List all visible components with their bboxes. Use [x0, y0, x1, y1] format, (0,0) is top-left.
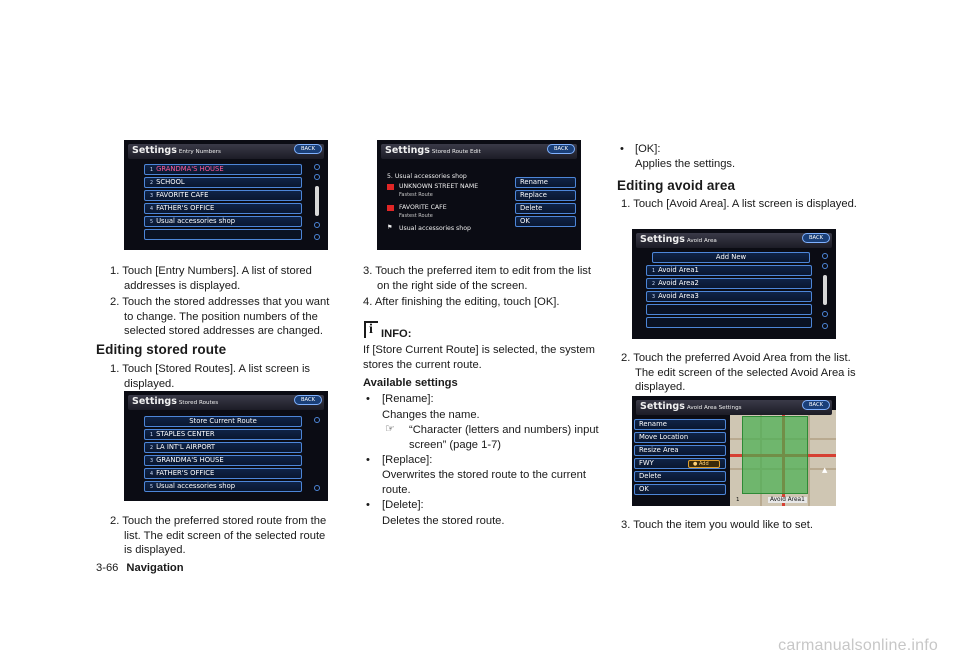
- step-touch-avoid-area: 1. Touch [Avoid Area]. A list screen is displayed.: [621, 198, 857, 210]
- delete-button[interactable]: Delete: [634, 471, 726, 482]
- scroll-down-icon[interactable]: [822, 323, 828, 329]
- scroll-up-icon[interactable]: [314, 164, 320, 170]
- rename-setting-title: [Rename]:: [382, 393, 434, 405]
- stored-routes-screenshot: [124, 391, 328, 501]
- section-heading: Editing avoid area: [617, 178, 736, 193]
- list-item[interactable]: 2 SCHOOL: [144, 177, 302, 188]
- screen-title: Settings Stored Route Edit: [385, 145, 481, 156]
- info-label: INFO:: [381, 328, 412, 340]
- ok-setting-title: [OK]:: [635, 143, 661, 155]
- map-view[interactable]: [730, 410, 836, 506]
- route-waypoint: UNKNOWN STREET NAME: [399, 183, 479, 190]
- back-button[interactable]: BACK: [294, 395, 322, 405]
- list-item[interactable]: 4 FATHER'S OFFICE: [144, 203, 302, 214]
- back-button[interactable]: BACK: [294, 144, 322, 154]
- back-button[interactable]: BACK: [802, 233, 830, 243]
- rename-setting-text: Changes the name.: [382, 409, 480, 421]
- page-footer: [96, 562, 184, 574]
- back-button[interactable]: BACK: [547, 144, 575, 154]
- scroll-page-up-icon[interactable]: [822, 263, 828, 269]
- indicator-dot-icon: ●: [693, 461, 698, 467]
- map-area-label: Avoid Area1: [770, 497, 805, 503]
- flag-icon: [387, 184, 394, 190]
- list-item[interactable]: 2 Avoid Area2: [646, 278, 812, 289]
- list-item[interactable]: 3 GRANDMA'S HOUSE: [144, 455, 302, 466]
- bullet-icon: •: [366, 499, 370, 511]
- stored-route-edit-screenshot: [377, 140, 581, 250]
- watermark: carmanualsonline.info: [778, 637, 938, 654]
- available-settings-heading: Available settings: [363, 377, 458, 389]
- avoid-area-settings-screenshot: [632, 396, 836, 506]
- screen-title: Settings Stored Routes: [132, 396, 219, 407]
- rename-button[interactable]: Rename: [634, 419, 726, 430]
- delete-setting-title: [Delete]:: [382, 499, 424, 511]
- list-item[interactable]: 3 FAVORITE CAFE: [144, 190, 302, 201]
- step-touch-stored-addresses: 2. Touch the stored addresses that you want to change. The position numbers of the selected stored addresses are changed.: [110, 296, 330, 337]
- step-touch-item-to-edit: 3. Touch the preferred item to edit from the list on the right side of the screen.: [363, 265, 592, 292]
- scrollbar[interactable]: [315, 186, 319, 216]
- scroll-down-icon[interactable]: [314, 485, 320, 491]
- map-area-number: 1: [736, 497, 740, 503]
- bullet-icon: •: [620, 143, 624, 155]
- list-item[interactable]: 5 Usual accessories shop: [144, 481, 302, 492]
- list-item[interactable]: 1 STAPLES CENTER: [144, 429, 302, 440]
- move-location-button[interactable]: Move Location: [634, 432, 726, 443]
- scrollbar[interactable]: [823, 275, 827, 305]
- replace-setting-text: Overwrites the stored route to the current route.: [382, 469, 586, 496]
- step-touch-entry-numbers: 1. Touch [Entry Numbers]. A list of stored addresses is displayed.: [110, 265, 312, 292]
- scroll-up-icon[interactable]: [822, 253, 828, 259]
- page-number: 3-66: [96, 562, 119, 574]
- bullet-icon: •: [366, 393, 370, 405]
- list-item[interactable]: 4 FATHER'S OFFICE: [144, 468, 302, 479]
- compass-icon[interactable]: ▲: [822, 466, 828, 474]
- scroll-up-icon[interactable]: [314, 417, 320, 423]
- route-waypoint: FAVORITE CAFE: [399, 204, 447, 211]
- list-item[interactable]: 3 Avoid Area3: [646, 291, 812, 302]
- replace-setting-title: [Replace]:: [382, 454, 433, 466]
- list-item[interactable]: 2 LA INT'L AIRPORT: [144, 442, 302, 453]
- rename-reference: “Character (letters and numbers) input screen” (page 1-7): [409, 424, 599, 451]
- avoid-area-screenshot: [632, 229, 836, 339]
- replace-button[interactable]: Replace: [515, 190, 576, 201]
- section-heading: Editing stored route: [96, 342, 227, 357]
- list-item: [646, 304, 812, 315]
- add-new-button[interactable]: Add New: [652, 252, 810, 263]
- fwy-add-toggle[interactable]: ● Add: [688, 460, 720, 468]
- scroll-page-up-icon[interactable]: [314, 174, 320, 180]
- route-condition: Fastest Route: [399, 192, 433, 198]
- screen-title: Settings Avoid Area: [640, 234, 717, 245]
- reference-icon: ☞: [385, 423, 395, 435]
- list-item[interactable]: 1 Avoid Area1: [646, 265, 812, 276]
- ok-setting-text: Applies the settings.: [635, 158, 736, 170]
- list-item: [646, 317, 812, 328]
- scroll-page-down-icon[interactable]: [822, 311, 828, 317]
- step-touch-stored-routes: 1. Touch [Stored Routes]. A list screen is displayed.: [110, 363, 311, 390]
- step-touch-ok: 4. After finishing the editing, touch [OK].: [363, 296, 560, 308]
- list-item: [144, 229, 302, 240]
- step-touch-item-to-set: 3. Touch the item you would like to set.: [621, 519, 813, 531]
- resize-area-button[interactable]: Resize Area: [634, 445, 726, 456]
- step-touch-preferred-avoid-area: 2. Touch the preferred Avoid Area from the list. The edit screen of the selected Avoid Area is displayed.: [621, 352, 856, 393]
- section-name: Navigation: [126, 562, 184, 574]
- delete-button[interactable]: Delete: [515, 203, 576, 214]
- ok-button[interactable]: OK: [634, 484, 726, 495]
- bullet-icon: •: [366, 454, 370, 466]
- flag-icon: [387, 205, 394, 211]
- screen-title: Settings Entry Numbers: [132, 145, 221, 156]
- delete-setting-text: Deletes the stored route.: [382, 515, 505, 527]
- avoid-area-overlay[interactable]: [742, 416, 808, 494]
- route-name: 5. Usual accessories shop: [387, 173, 467, 180]
- route-condition: Fastest Route: [399, 213, 433, 219]
- fwy-button[interactable]: FWY: [634, 458, 726, 469]
- rename-button[interactable]: Rename: [515, 177, 576, 188]
- step-touch-preferred-route: 2. Touch the preferred stored route from the list. The edit screen of the selected route is displayed.: [110, 515, 327, 556]
- route-destination: Usual accessories shop: [399, 225, 471, 232]
- destination-flag-icon: ⚑: [387, 224, 393, 231]
- scroll-page-down-icon[interactable]: [314, 222, 320, 228]
- list-item[interactable]: 1 GRANDMA'S HOUSE: [144, 164, 302, 175]
- info-text: If [Store Current Route] is selected, the system stores the current route.: [363, 344, 595, 371]
- screen-title: Settings Avoid Area Settings: [640, 401, 742, 412]
- scroll-down-icon[interactable]: [314, 234, 320, 240]
- back-button[interactable]: BACK: [802, 400, 830, 410]
- map-street: [808, 410, 810, 506]
- info-icon: [364, 321, 378, 338]
- entry-numbers-screenshot: [124, 140, 328, 250]
- ok-button[interactable]: OK: [515, 216, 576, 227]
- store-current-route-button[interactable]: Store Current Route: [144, 416, 302, 427]
- list-item[interactable]: 5 Usual accessories shop: [144, 216, 302, 227]
